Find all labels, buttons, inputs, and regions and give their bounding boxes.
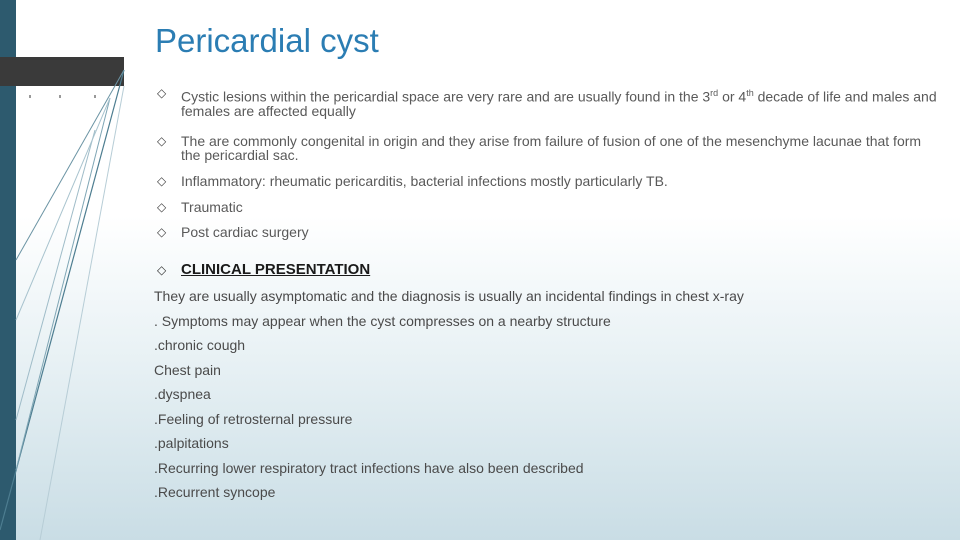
decorative-lines bbox=[0, 0, 140, 540]
list-item: .Recurring lower respiratory tract infections have also been described bbox=[154, 459, 584, 476]
bullet-list bbox=[157, 86, 937, 239]
bullet-text: Inflammatory: rheumatic pericarditis, bacterial infections mostly particularly TB. bbox=[181, 172, 668, 189]
bullet-text: The are commonly congenital in origin and they arise from failure of fusion of one of the mesenchyme lacunae that form the pericardial sac. bbox=[181, 132, 922, 163]
bullet-text: Cystic lesions within the pericardial space are very rare and are usually found in the 3rd or 4th decade of life and males and females are affected equally bbox=[181, 88, 937, 119]
list-item: .palpitations bbox=[154, 435, 229, 451]
bullet-text: Post cardiac surgery bbox=[181, 223, 309, 240]
bullet-text: Traumatic bbox=[181, 198, 243, 215]
list-item: . Symptoms may appear when the cyst compresses on a nearby structure bbox=[154, 312, 611, 329]
bullet-item bbox=[157, 200, 937, 214]
list-item: They are usually asymptomatic and the diagnosis is usually an incidental findings in chest x-ray bbox=[154, 288, 744, 304]
bullet-item bbox=[157, 225, 937, 239]
diamond-outline-icon: ◇ bbox=[157, 262, 167, 277]
list-item: .Feeling of retrosternal pressure bbox=[154, 410, 353, 427]
diamond-outline-icon: ◇ bbox=[157, 86, 167, 100]
diamond-outline-icon: ◇ bbox=[157, 224, 167, 239]
section-heading: CLINICAL PRESENTATION bbox=[181, 261, 371, 278]
list-item: .chronic cough bbox=[154, 337, 246, 353]
bullet-item bbox=[157, 174, 937, 188]
diamond-outline-icon: ◇ bbox=[157, 199, 167, 214]
diamond-outline-icon: ◇ bbox=[157, 133, 167, 148]
bullet-item bbox=[157, 134, 937, 162]
list-item: .dyspnea bbox=[154, 386, 211, 402]
presentation-list bbox=[154, 289, 744, 510]
bullet-item bbox=[157, 86, 937, 118]
list-item: .Recurrent syncope bbox=[154, 484, 276, 500]
list-item: Chest pain bbox=[154, 361, 221, 378]
diamond-outline-icon: ◇ bbox=[157, 173, 167, 188]
section-heading-row bbox=[157, 261, 370, 278]
left-accent-bar bbox=[0, 0, 16, 540]
slide-title: Pericardial cyst bbox=[155, 22, 379, 59]
